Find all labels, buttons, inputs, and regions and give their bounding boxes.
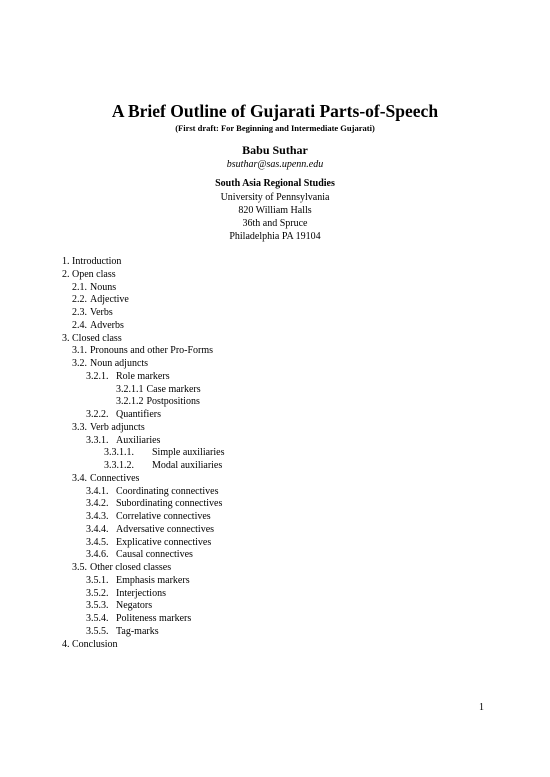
toc-entry-number: 3.	[62, 332, 70, 344]
toc-entry-number: 3.4.1.	[86, 485, 109, 497]
toc-entry-label: Verb adjuncts	[90, 421, 145, 433]
author-email: bsuthar@sas.upenn.edu	[226, 159, 324, 170]
toc-entry	[62, 575, 225, 588]
toc-entry	[62, 384, 225, 397]
toc-entry-label: Simple auxiliaries	[152, 447, 225, 459]
toc-entry	[62, 435, 225, 448]
toc-entry-number: 1.	[62, 256, 70, 267]
toc-entry-label: Case markers	[146, 383, 201, 395]
toc-entry	[62, 256, 225, 269]
toc-entry-label: Negators	[116, 600, 153, 612]
toc-entry	[62, 562, 225, 575]
toc-entry-label: Subordinating connectives	[116, 498, 223, 510]
toc-entry	[62, 473, 225, 486]
toc-entry-number: 3.2.1.	[86, 370, 109, 382]
toc-entry	[62, 549, 225, 562]
toc-entry-number: 3.5.4.	[86, 613, 109, 624]
toc-entry-label: Verbs	[90, 307, 113, 318]
toc-entry	[62, 460, 225, 473]
toc-entry-label: Adjective	[90, 294, 129, 306]
toc-entry	[62, 613, 225, 626]
toc-entry	[62, 626, 225, 639]
toc-entry-label: Auxiliaries	[116, 434, 161, 446]
toc-entry	[62, 486, 225, 499]
toc-entry-number: 3.4.	[72, 472, 87, 484]
toc-entry	[62, 307, 225, 320]
toc-entry	[62, 498, 225, 511]
toc-entry-label: Role markers	[116, 370, 170, 382]
affiliation-line: University of Pennsylvania	[220, 192, 330, 203]
toc-entry-number: 3.3.1.1.	[104, 447, 134, 459]
toc-entry-number: 2.4.	[72, 319, 87, 331]
toc-entry-label: Connectives	[90, 472, 140, 484]
toc-entry-number: 3.4.3.	[86, 511, 109, 522]
toc-entry-label: Noun adjuncts	[90, 358, 149, 369]
toc-entry	[62, 294, 225, 307]
toc-entry	[62, 588, 225, 601]
toc-entry	[62, 269, 225, 282]
toc-entry-label: Nouns	[90, 281, 117, 293]
toc-entry-number: 3.4.5.	[86, 536, 109, 548]
toc-entry-label: Conclusion	[72, 638, 118, 650]
toc-entry-number: 3.3.1.2.	[104, 460, 134, 471]
toc-entry-number: 3.5.3.	[86, 600, 109, 612]
document-subtitle: (First draft: For Beginning and Intermediate Gujarati)	[175, 123, 375, 133]
toc-entry	[62, 320, 225, 333]
toc-entry	[62, 537, 225, 550]
toc-entry-label: Explicative connectives	[116, 536, 212, 548]
affiliation-dept: South Asia Regional Studies	[215, 178, 335, 189]
toc-entry-label: Introduction	[72, 256, 122, 267]
toc-entry-number: 3.2.2.	[86, 409, 109, 420]
page-number: 1	[479, 702, 484, 713]
toc-entry-label: Tag-marks	[116, 625, 159, 637]
toc-entry-label: Modal auxiliaries	[152, 460, 223, 471]
toc-entry-number: 3.5.2.	[86, 587, 109, 599]
toc-entry-number: 2.3.	[72, 307, 87, 318]
toc-entry-number: 3.3.1.	[86, 434, 109, 446]
toc-entry	[62, 639, 225, 652]
toc-entry	[62, 333, 225, 346]
toc-entry-label: Politeness markers	[116, 613, 192, 624]
affiliation-line: Philadelphia PA 19104	[229, 231, 321, 242]
affiliation-line: 820 William Halls	[238, 205, 312, 216]
toc-entry-number: 3.3.	[72, 421, 87, 433]
toc-entry	[62, 600, 225, 613]
author-name: Babu Suthar	[242, 143, 308, 157]
toc-entry-label: Correlative connectives	[116, 511, 211, 522]
toc-entry-number: 3.2.1.1	[116, 383, 144, 395]
toc-entry-label: Coordinating connectives	[116, 485, 219, 497]
toc-entry	[62, 447, 225, 460]
toc-entry-number: 4.	[62, 638, 70, 650]
toc-entry	[62, 396, 225, 409]
toc-entry-label: Open class	[72, 268, 116, 280]
toc-entry-label: Adversative connectives	[116, 523, 215, 535]
toc-entry-label: Interjections	[116, 587, 166, 599]
toc-entry-number: 3.4.2.	[86, 498, 109, 510]
document-title: A Brief Outline of Gujarati Parts-of-Speech	[111, 101, 439, 121]
toc-entry-number: 3.2.1.2	[116, 396, 144, 408]
affiliation-line: 36th and Spruce	[242, 218, 308, 229]
toc-entry-number: 3.5.1.	[86, 574, 109, 586]
toc-entry-number: 3.5.5.	[86, 625, 109, 637]
toc-entry-label: Causal connectives	[116, 549, 193, 561]
toc-entry-number: 3.1.	[72, 345, 87, 357]
toc-entry	[62, 511, 225, 524]
toc-entry-number: 2.2.	[72, 294, 87, 306]
toc-entry-number: 2.1.	[72, 281, 87, 293]
table-of-contents	[62, 256, 225, 651]
toc-entry	[62, 282, 225, 295]
toc-entry-label: Closed class	[72, 332, 122, 344]
toc-entry-number: 3.2.	[72, 358, 87, 369]
toc-entry-label: Other closed classes	[90, 562, 172, 573]
toc-entry-label: Adverbs	[90, 319, 124, 331]
toc-entry-label: Emphasis markers	[116, 574, 190, 586]
toc-entry-number: 3.4.6.	[86, 549, 109, 561]
toc-entry	[62, 345, 225, 358]
toc-entry	[62, 358, 225, 371]
toc-entry	[62, 422, 225, 435]
toc-entry-label: Postpositions	[146, 396, 200, 408]
toc-entry	[62, 409, 225, 422]
toc-entry-number: 3.5.	[72, 562, 87, 573]
toc-entry	[62, 524, 225, 537]
toc-entry-number: 2.	[62, 268, 70, 280]
toc-entry-number: 3.4.4.	[86, 523, 109, 535]
toc-entry-label: Quantifiers	[116, 409, 161, 420]
toc-entry	[62, 371, 225, 384]
toc-entry-label: Pronouns and other Pro-Forms	[90, 345, 214, 357]
